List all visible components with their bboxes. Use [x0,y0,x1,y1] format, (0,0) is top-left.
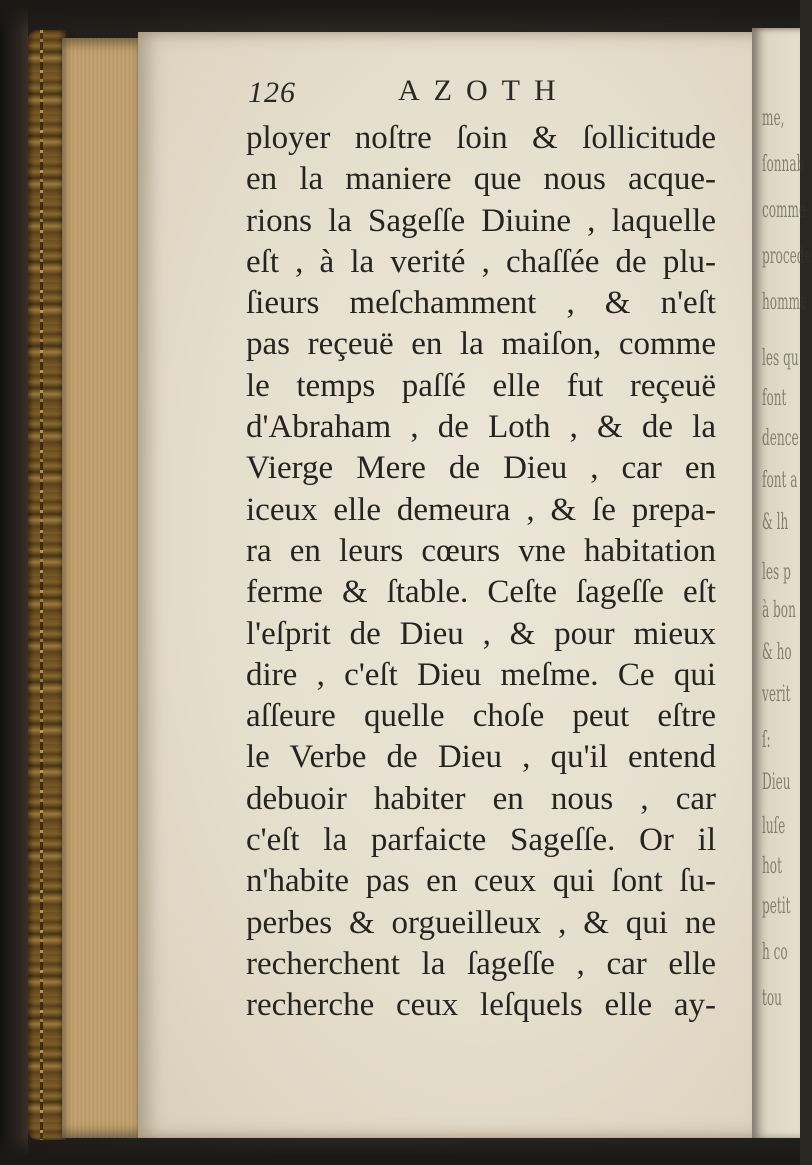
facing-page-fragment: & lh [762,510,789,535]
text-line: ſieurs meſchamment , & n'eſt [246,285,716,322]
facing-page-fragment: h co [762,940,788,965]
text-line: ferme & ſtable. Ceſte ſageſſe eſt [246,574,716,611]
bottom-shadow [0,1137,800,1165]
text-line: dire , c'eſt Dieu meſme. Ce qui [246,656,716,693]
text-line: ployer noſtre ſoin & ſollicitude [246,120,716,156]
book-binding [0,0,28,1165]
text-line: eſt , à la verité , chaſſée de plu- [246,243,716,280]
text-line: debuoir habiter en nous , car [246,780,716,817]
facing-page-fragment: luſe [762,814,786,839]
facing-page-fragment: les p [762,560,791,585]
facing-page-fragment: les qu [762,346,799,371]
text-line: aſſeure quelle choſe peut eſtre [246,698,716,735]
facing-page-fragment: homme [762,290,808,315]
body-text [246,118,716,1027]
text-line: Vierge Mere de Dieu , car en [246,450,716,487]
text-line: iceux elle demeura , & ſe prepa- [246,491,716,528]
running-head-title: AZOTH [398,74,570,107]
text-line: recherchent la ſageſſe , car elle [246,945,716,982]
text-line: d'Abraham , de Loth , & de la [246,409,716,446]
facing-page-fragment: procede [762,244,812,269]
text-line: recherche ceux leſquels elle ay- [246,987,716,1024]
facing-page-fragment: petit [762,894,791,919]
text-line: le temps paſſé elle fut reçeuë [246,367,716,404]
text-line: pas reçeuë en la maiſon, comme [246,326,716,363]
text-line: le Verbe de Dieu , qu'il entend [246,739,716,776]
page-header [248,76,668,116]
text-line: en la maniere que nous acque- [246,161,716,198]
facing-page-fragment: font a [762,468,798,493]
text-line: perbes & orgueilleux , & qui ne [246,904,716,941]
page-number: 126 [248,76,296,109]
top-shadow [0,0,800,32]
facing-page-fragment: me, [762,106,785,131]
facing-page-fragment: à bon [762,598,796,623]
text-line: rions la Sageſſe Diuine , laquelle [246,202,716,239]
facing-page-edge [752,28,812,1138]
facing-page-fragment: ſ: [762,728,771,753]
facing-page-fragment: ſonnab [762,152,805,177]
facing-page-fragment: verit [762,682,791,707]
facing-page-fragment: & ho [762,640,792,665]
text-line: c'eſt la parfaicte Sageſſe. Or il [246,822,716,859]
book-spine-edge [28,30,66,1140]
facing-page-fragment: Dieu [762,770,791,795]
facing-page-fragment: hot [762,854,782,879]
facing-page-fragment: tou [762,986,782,1011]
facing-page-fragment: font [762,386,787,411]
text-line: l'eſprit de Dieu , & pour mieux [246,615,716,652]
page-stack-edges [62,38,142,1138]
text-line: n'habite pas en ceux qui ſont ſu- [246,863,716,900]
text-line: ra en leurs cœurs vne habitation [246,532,716,569]
facing-page-fragment: dence [762,426,799,451]
facing-page-fragment: comme [762,198,807,223]
